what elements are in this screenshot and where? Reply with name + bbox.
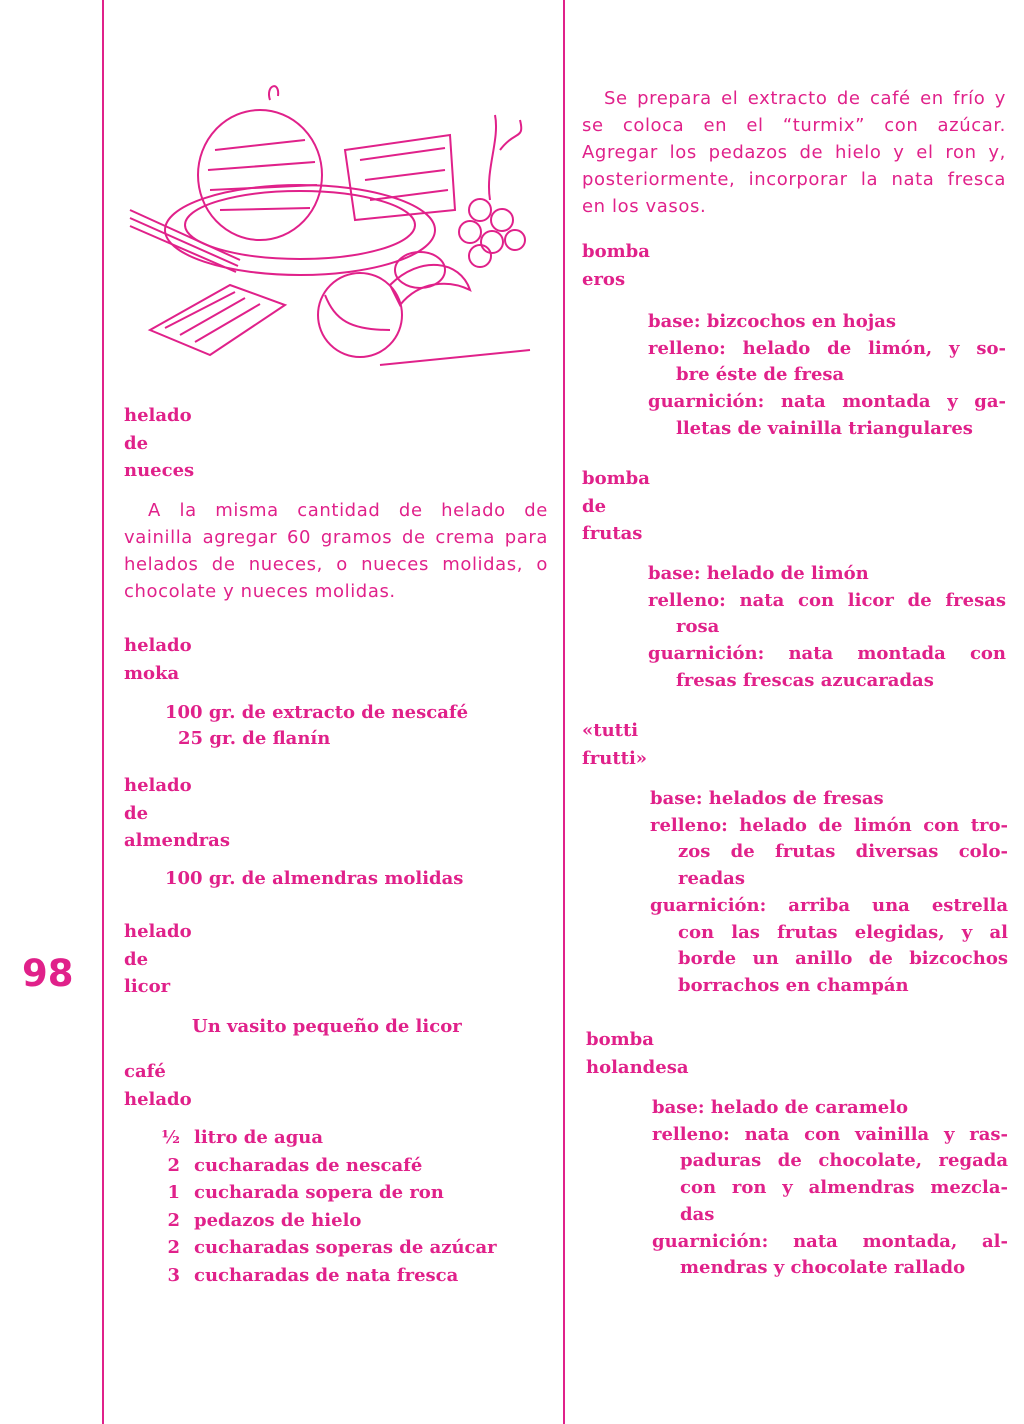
left-margin-rule [102, 0, 104, 1424]
entry-line: lletas de vainilla triangulares [676, 417, 973, 439]
helado-almendras-line: 100 gr. de almendras molidas [165, 868, 464, 889]
ingredient-row [142, 1179, 497, 1207]
cafe-helado-ingredients [142, 1124, 497, 1289]
tutti-frutti-title: «tutti frutti» [582, 720, 648, 769]
entry-line: readas [678, 868, 745, 890]
ingredient-qty: 1 [167, 1182, 180, 1203]
ingredient-qty: 2 [167, 1209, 180, 1231]
entry-line: das [680, 1203, 715, 1225]
helado-moka-title: helado moka [124, 635, 192, 684]
ingredient-row [142, 1234, 497, 1262]
center-column-rule [563, 0, 565, 1424]
entry-line: mendras y chocolate rallado [680, 1257, 966, 1279]
ingredient-qty: 3 [167, 1264, 180, 1286]
helado-licor-line: Un vasito pequeño de licor [192, 1016, 462, 1037]
ingredient-row [142, 1207, 497, 1235]
bomba-eros-entries [648, 309, 1006, 443]
helado-licor-title: helado de licor [124, 921, 192, 997]
entry-line: relleno: helado de limón, y so- [648, 337, 1006, 359]
ingredient-row [142, 1124, 497, 1152]
helado-moka-line-2: 25 gr. de flanín [178, 728, 331, 749]
entry-line: guarnición: arriba una estrella [650, 894, 1008, 916]
tutti-frutti-entries [650, 786, 1008, 1000]
entry-line: relleno: nata con vainilla y ras- [652, 1123, 1008, 1145]
entry-line: relleno: helado de limón con tro- [650, 814, 1008, 836]
entry-line: guarnición: nata montada con [648, 643, 1006, 665]
helado-nueces-title: helado de nueces [124, 405, 195, 481]
ingredient-qty: ½ [161, 1127, 180, 1148]
ingredient-text: litro de agua [194, 1127, 324, 1148]
bomba-eros-title: bomba eros [582, 241, 650, 290]
helado-moka-line-1: 100 gr. de extracto de nescafé [165, 702, 469, 723]
entry-line: borrachos en champán [678, 974, 909, 996]
ingredient-row [142, 1262, 497, 1290]
cafe-helado-title: café helado [124, 1061, 192, 1110]
page-number: 98 [22, 952, 74, 995]
ingredient-row [142, 1152, 497, 1180]
entry-line: base: helados de fresas [650, 788, 884, 809]
ingredient-text: cucharadas de nata fresca [194, 1264, 459, 1286]
ingredient-text: cucharadas soperas de azúcar [194, 1237, 497, 1258]
ingredient-text: cucharada sopera de ron [194, 1182, 444, 1203]
entry-line: con las frutas elegidas, y al [678, 921, 1008, 943]
cafe-helado-instructions: Se prepara el extracto de café en frío y se coloca en el “turmix” con azúcar. Agregar los pedazos de hielo y el ron y, posteriormente, incorporar la nata fresca en los vasos. [582, 88, 1006, 217]
entry-line: relleno: nata con licor de fresas [648, 589, 1006, 611]
entry-line: base: bizcochos en hojas [648, 311, 897, 332]
ingredient-qty: 2 [167, 1237, 180, 1258]
bomba-holandesa-title: bomba holandesa [586, 1029, 689, 1078]
entry-line: base: helado de limón [648, 563, 869, 584]
bomba-frutas-title: bomba de frutas [582, 468, 650, 544]
entry-line: rosa [676, 616, 720, 638]
entry-line: zos de frutas diversas colo- [678, 841, 1008, 863]
entry-line: borde un anillo de bizcochos [678, 948, 1008, 970]
entry-line: guarnición: nata montada y ga- [648, 391, 1006, 413]
helado-nueces-text: A la misma cantidad de helado de vainilla agregar 60 gramos de crema para helados de nueces, o nueces molidas, o chocolate y nueces molidas. [124, 500, 548, 602]
entry-line: fresas frescas azucaradas [676, 669, 934, 691]
fruit-plate-illustration [120, 80, 550, 370]
entry-line: guarnición: nata montada, al- [652, 1230, 1008, 1252]
entry-line: paduras de chocolate, regada [680, 1150, 1008, 1172]
bomba-frutas-entries [648, 561, 1006, 695]
entry-line: bre éste de fresa [676, 364, 845, 386]
helado-almendras-title: helado de almendras [124, 775, 230, 851]
bomba-holandesa-entries [652, 1095, 1008, 1282]
entry-line: con ron y almendras mezcla- [680, 1177, 1008, 1199]
ingredient-text: cucharadas de nescafé [194, 1154, 423, 1176]
ingredient-qty: 2 [167, 1154, 180, 1176]
ingredient-text: pedazos de hielo [194, 1209, 362, 1231]
entry-line: base: helado de caramelo [652, 1097, 909, 1118]
